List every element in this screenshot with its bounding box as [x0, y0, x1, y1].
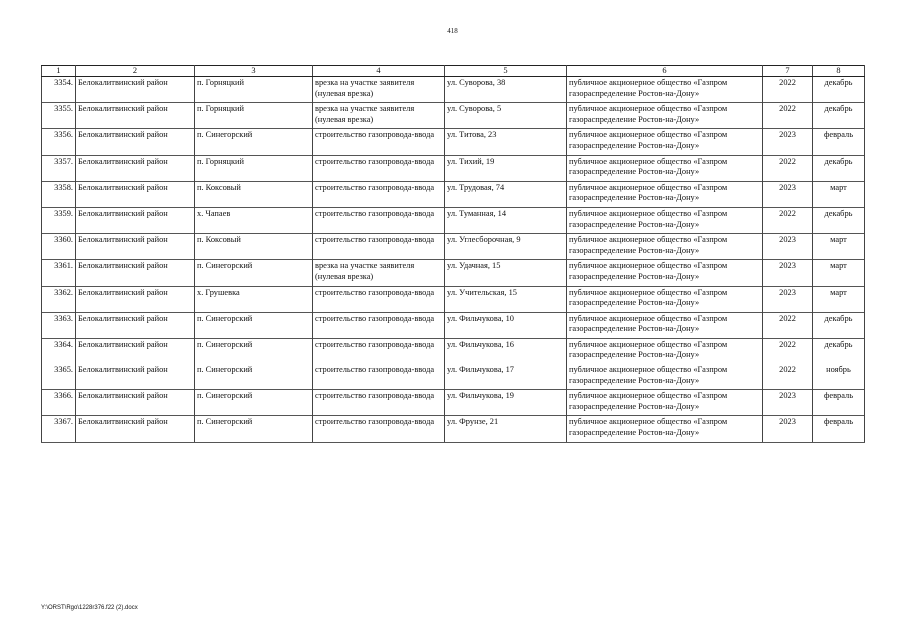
month-cell: декабрь: [813, 155, 865, 181]
district-cell: Белокалитвинский район: [76, 129, 195, 155]
address-cell: ул. Трудовая, 74: [445, 181, 567, 207]
work-type-cell: строительство газопровода-ввода: [313, 364, 445, 390]
page-number: 418: [447, 27, 458, 35]
table-row: [42, 390, 865, 416]
address-cell: ул. Туманная, 14: [445, 207, 567, 233]
table-row: [42, 234, 865, 260]
table-row: [42, 416, 865, 442]
column-header: 3: [195, 66, 313, 77]
district-cell: Белокалитвинский район: [76, 286, 195, 312]
year-cell: 2022: [763, 155, 813, 181]
locality-cell: п. Синегорский: [195, 312, 313, 338]
table-row: [42, 103, 865, 129]
address-cell: ул. Фильчукова, 17: [445, 364, 567, 390]
table-row: [42, 129, 865, 155]
address-cell: ул. Фильчукова, 16: [445, 338, 567, 364]
header-row: [42, 66, 865, 77]
address-cell: ул. Фильчукова, 10: [445, 312, 567, 338]
year-cell: 2022: [763, 207, 813, 233]
gas-connection-table: [41, 65, 865, 443]
month-cell: декабрь: [813, 207, 865, 233]
address-cell: ул. Углесборочная, 9: [445, 234, 567, 260]
month-cell: декабрь: [813, 103, 865, 129]
row-number: 3359.: [42, 207, 76, 233]
year-cell: 2022: [763, 312, 813, 338]
work-type-cell: врезка на участке заявителя (нулевая врезка): [313, 103, 445, 129]
row-number: 3355.: [42, 103, 76, 129]
column-header: 8: [813, 66, 865, 77]
organization-cell: публичное акционерное общество «Газпром газораспределение Ростов-на-Дону»: [567, 416, 763, 442]
work-type-cell: врезка на участке заявителя (нулевая врезка): [313, 77, 445, 103]
address-cell: ул. Суворова, 38: [445, 77, 567, 103]
organization-cell: публичное акционерное общество «Газпром газораспределение Ростов-на-Дону»: [567, 77, 763, 103]
file-path-footer: Y:\ORST\Rgo\1228r376.f22 (2).docx: [41, 605, 138, 611]
work-type-cell: строительство газопровода-ввода: [313, 312, 445, 338]
locality-cell: х. Чапаев: [195, 207, 313, 233]
table-row: [42, 364, 865, 390]
work-type-cell: строительство газопровода-ввода: [313, 181, 445, 207]
locality-cell: п. Синегорский: [195, 338, 313, 364]
district-cell: Белокалитвинский район: [76, 312, 195, 338]
locality-cell: п. Синегорский: [195, 260, 313, 286]
year-cell: 2022: [763, 77, 813, 103]
work-type-cell: строительство газопровода-ввода: [313, 207, 445, 233]
address-cell: ул. Учительская, 15: [445, 286, 567, 312]
address-cell: ул. Тихий, 19: [445, 155, 567, 181]
work-type-cell: врезка на участке заявителя (нулевая врезка): [313, 260, 445, 286]
work-type-cell: строительство газопровода-ввода: [313, 286, 445, 312]
month-cell: декабрь: [813, 77, 865, 103]
month-cell: март: [813, 234, 865, 260]
table-row: [42, 181, 865, 207]
table-row: [42, 207, 865, 233]
table-row: [42, 312, 865, 338]
organization-cell: публичное акционерное общество «Газпром газораспределение Ростов-на-Дону»: [567, 364, 763, 390]
work-type-cell: строительство газопровода-ввода: [313, 155, 445, 181]
work-type-cell: строительство газопровода-ввода: [313, 129, 445, 155]
organization-cell: публичное акционерное общество «Газпром газораспределение Ростов-на-Дону»: [567, 207, 763, 233]
year-cell: 2023: [763, 390, 813, 416]
table-row: [42, 260, 865, 286]
month-cell: февраль: [813, 390, 865, 416]
address-cell: ул. Титова, 23: [445, 129, 567, 155]
year-cell: 2022: [763, 364, 813, 390]
district-cell: Белокалитвинский район: [76, 260, 195, 286]
address-cell: ул. Удачная, 15: [445, 260, 567, 286]
row-number: 3367.: [42, 416, 76, 442]
column-header: 5: [445, 66, 567, 77]
organization-cell: публичное акционерное общество «Газпром газораспределение Ростов-на-Дону»: [567, 103, 763, 129]
organization-cell: публичное акционерное общество «Газпром газораспределение Ростов-на-Дону»: [567, 260, 763, 286]
locality-cell: п. Горняцкий: [195, 77, 313, 103]
locality-cell: п. Синегорский: [195, 416, 313, 442]
row-number: 3363.: [42, 312, 76, 338]
district-cell: Белокалитвинский район: [76, 77, 195, 103]
address-cell: ул. Фильчукова, 19: [445, 390, 567, 416]
district-cell: Белокалитвинский район: [76, 364, 195, 390]
row-number: 3364.: [42, 338, 76, 364]
year-cell: 2023: [763, 416, 813, 442]
organization-cell: публичное акционерное общество «Газпром газораспределение Ростов-на-Дону»: [567, 312, 763, 338]
organization-cell: публичное акционерное общество «Газпром газораспределение Ростов-на-Дону»: [567, 234, 763, 260]
district-cell: Белокалитвинский район: [76, 181, 195, 207]
organization-cell: публичное акционерное общество «Газпром газораспределение Ростов-на-Дону»: [567, 155, 763, 181]
row-number: 3358.: [42, 181, 76, 207]
year-cell: 2022: [763, 103, 813, 129]
district-cell: Белокалитвинский район: [76, 207, 195, 233]
column-header: 7: [763, 66, 813, 77]
table-row: [42, 77, 865, 103]
year-cell: 2023: [763, 260, 813, 286]
row-number: 3362.: [42, 286, 76, 312]
year-cell: 2023: [763, 234, 813, 260]
locality-cell: п. Горняцкий: [195, 103, 313, 129]
locality-cell: п. Синегорский: [195, 129, 313, 155]
district-cell: Белокалитвинский район: [76, 103, 195, 129]
month-cell: ноябрь: [813, 364, 865, 390]
column-header: 2: [76, 66, 195, 77]
table-row: [42, 338, 865, 364]
year-cell: 2023: [763, 286, 813, 312]
table-row: [42, 286, 865, 312]
district-cell: Белокалитвинский район: [76, 338, 195, 364]
row-number: 3366.: [42, 390, 76, 416]
year-cell: 2023: [763, 129, 813, 155]
month-cell: декабрь: [813, 338, 865, 364]
row-number: 3354.: [42, 77, 76, 103]
organization-cell: публичное акционерное общество «Газпром газораспределение Ростов-на-Дону»: [567, 181, 763, 207]
row-number: 3360.: [42, 234, 76, 260]
table-row: [42, 155, 865, 181]
work-type-cell: строительство газопровода-ввода: [313, 234, 445, 260]
organization-cell: публичное акционерное общество «Газпром газораспределение Ростов-на-Дону»: [567, 390, 763, 416]
row-number: 3361.: [42, 260, 76, 286]
column-header: 1: [42, 66, 76, 77]
month-cell: февраль: [813, 129, 865, 155]
locality-cell: п. Коксовый: [195, 181, 313, 207]
address-cell: ул. Суворова, 5: [445, 103, 567, 129]
locality-cell: п. Синегорский: [195, 390, 313, 416]
column-header: 6: [567, 66, 763, 77]
organization-cell: публичное акционерное общество «Газпром газораспределение Ростов-на-Дону»: [567, 286, 763, 312]
district-cell: Белокалитвинский район: [76, 390, 195, 416]
month-cell: декабрь: [813, 312, 865, 338]
work-type-cell: строительство газопровода-ввода: [313, 416, 445, 442]
column-header: 4: [313, 66, 445, 77]
row-number: 3365.: [42, 364, 76, 390]
row-number: 3357.: [42, 155, 76, 181]
address-cell: ул. Фрунзе, 21: [445, 416, 567, 442]
district-cell: Белокалитвинский район: [76, 155, 195, 181]
year-cell: 2023: [763, 181, 813, 207]
year-cell: 2022: [763, 338, 813, 364]
month-cell: март: [813, 181, 865, 207]
district-cell: Белокалитвинский район: [76, 416, 195, 442]
work-type-cell: строительство газопровода-ввода: [313, 390, 445, 416]
month-cell: март: [813, 286, 865, 312]
locality-cell: п. Синегорский: [195, 364, 313, 390]
month-cell: февраль: [813, 416, 865, 442]
work-type-cell: строительство газопровода-ввода: [313, 338, 445, 364]
locality-cell: п. Горняцкий: [195, 155, 313, 181]
month-cell: март: [813, 260, 865, 286]
district-cell: Белокалитвинский район: [76, 234, 195, 260]
locality-cell: п. Коксовый: [195, 234, 313, 260]
row-number: 3356.: [42, 129, 76, 155]
locality-cell: х. Грушевка: [195, 286, 313, 312]
organization-cell: публичное акционерное общество «Газпром газораспределение Ростов-на-Дону»: [567, 129, 763, 155]
organization-cell: публичное акционерное общество «Газпром газораспределение Ростов-на-Дону»: [567, 338, 763, 364]
